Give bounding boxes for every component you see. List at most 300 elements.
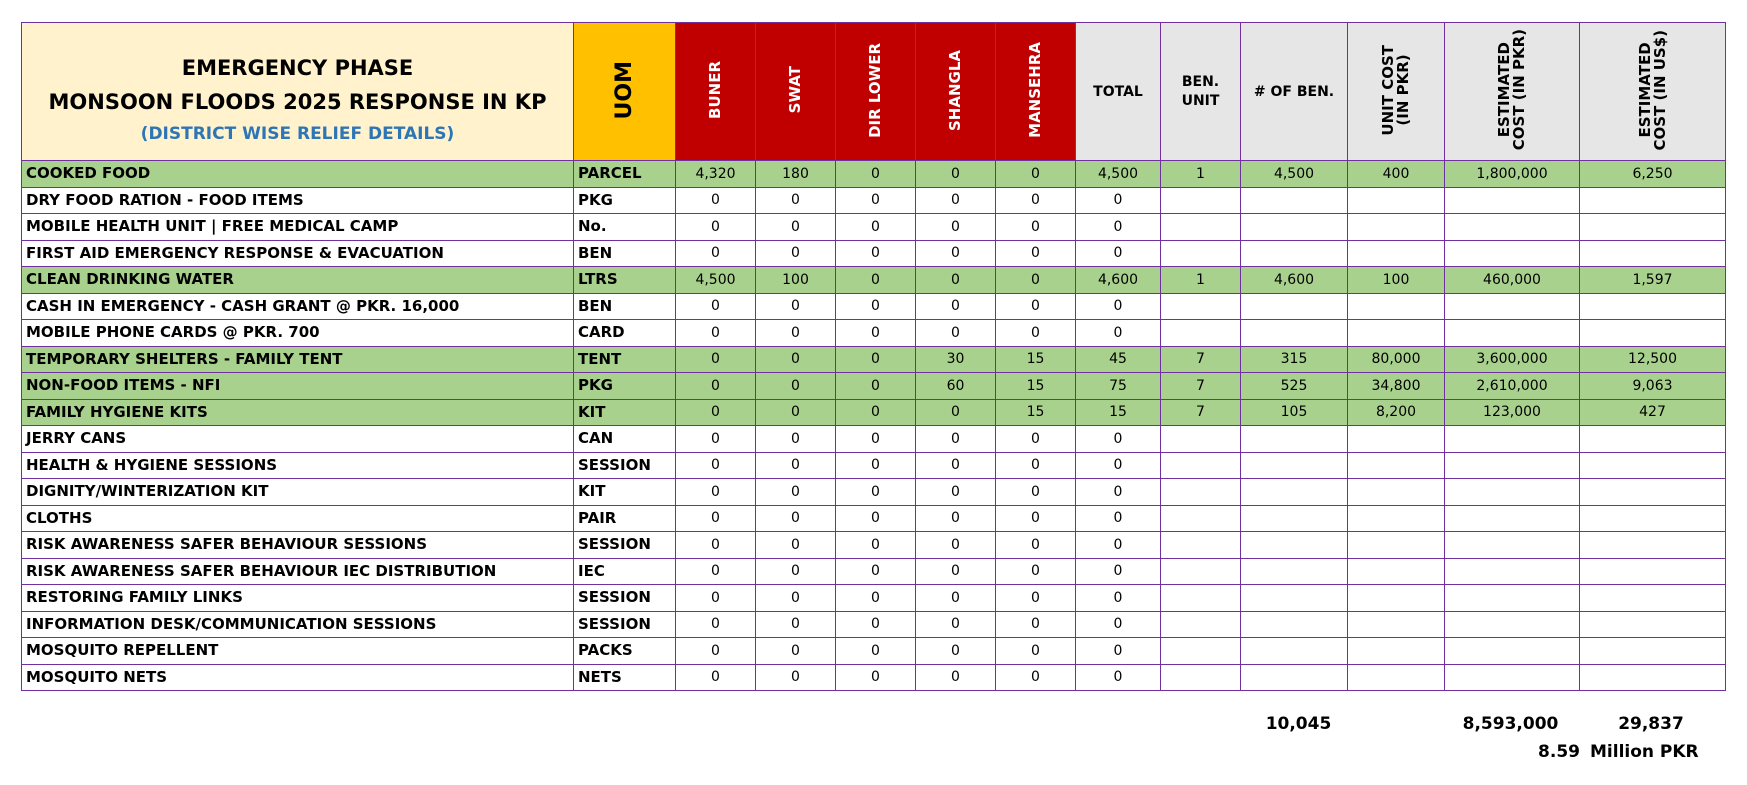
value-cell: 15: [1076, 399, 1161, 426]
item-name: FIRST AID EMERGENCY RESPONSE & EVACUATION: [22, 240, 574, 267]
item-name: CASH IN EMERGENCY - CASH GRANT @ PKR. 16,000: [22, 293, 574, 320]
value-cell: 4,600: [1076, 267, 1161, 294]
value-cell: 6,250: [1580, 161, 1726, 188]
value-cell: [1241, 611, 1348, 638]
item-name: NON-FOOD ITEMS - NFI: [22, 373, 574, 400]
value-cell: 0: [756, 293, 836, 320]
value-cell: 4,500: [1241, 161, 1348, 188]
est-pkr-header: [1445, 23, 1580, 161]
value-cell: 0: [916, 532, 996, 559]
value-cell: 0: [836, 187, 916, 214]
value-cell: [1161, 452, 1241, 479]
value-cell: 0: [836, 293, 916, 320]
value-cell: 0: [996, 532, 1076, 559]
value-cell: [1161, 585, 1241, 612]
value-cell: 4,500: [1076, 161, 1161, 188]
item-name: JERRY CANS: [22, 426, 574, 453]
est-usd-line-2: COST (IN US$): [1650, 29, 1669, 151]
value-cell: 0: [756, 532, 836, 559]
value-cell: 80,000: [1348, 346, 1445, 373]
value-cell: 0: [836, 320, 916, 347]
value-cell: [1348, 452, 1445, 479]
value-cell: 1,800,000: [1445, 161, 1580, 188]
value-cell: 0: [916, 558, 996, 585]
value-cell: 0: [996, 585, 1076, 612]
item-uom: No.: [574, 214, 676, 241]
value-cell: 0: [996, 558, 1076, 585]
value-cell: 0: [916, 505, 996, 532]
table-row: [22, 638, 1726, 665]
value-cell: 525: [1241, 373, 1348, 400]
value-cell: 0: [836, 346, 916, 373]
value-cell: [1348, 479, 1445, 506]
value-cell: [1348, 664, 1445, 691]
value-cell: 0: [836, 452, 916, 479]
value-cell: 0: [996, 505, 1076, 532]
value-cell: 0: [1076, 585, 1161, 612]
value-cell: 400: [1348, 161, 1445, 188]
value-cell: 0: [1076, 505, 1161, 532]
item-uom: SESSION: [574, 452, 676, 479]
table-row: [22, 267, 1726, 294]
district-header-shangla: [916, 23, 996, 161]
table-row: [22, 611, 1726, 638]
item-uom: PKG: [574, 373, 676, 400]
district-header-buner: [676, 23, 756, 161]
est-usd-label: [1635, 29, 1669, 151]
value-cell: 0: [676, 585, 756, 612]
value-cell: 0: [1076, 532, 1161, 559]
value-cell: 0: [836, 638, 916, 665]
value-cell: 0: [916, 426, 996, 453]
value-cell: [1161, 638, 1241, 665]
value-cell: 1,597: [1580, 267, 1726, 294]
value-cell: 3,600,000: [1445, 346, 1580, 373]
value-cell: 0: [1076, 452, 1161, 479]
value-cell: 4,600: [1241, 267, 1348, 294]
value-cell: [1241, 664, 1348, 691]
value-cell: 30: [916, 346, 996, 373]
value-cell: [1348, 611, 1445, 638]
value-cell: [1161, 479, 1241, 506]
unit-cost-header: [1348, 23, 1445, 161]
value-cell: 15: [996, 346, 1076, 373]
value-cell: 0: [676, 426, 756, 453]
table-row: [22, 320, 1726, 347]
value-cell: 0: [916, 187, 996, 214]
item-uom: PACKS: [574, 638, 676, 665]
value-cell: 0: [756, 320, 836, 347]
value-cell: 0: [676, 399, 756, 426]
table-row: [22, 373, 1726, 400]
value-cell: 0: [676, 558, 756, 585]
value-cell: 0: [756, 373, 836, 400]
value-cell: [1241, 638, 1348, 665]
value-cell: 0: [836, 267, 916, 294]
value-cell: [1580, 558, 1726, 585]
value-cell: 0: [996, 214, 1076, 241]
value-cell: [1161, 558, 1241, 585]
value-cell: [1580, 214, 1726, 241]
est-pkr-label: [1497, 29, 1527, 150]
value-cell: [1580, 320, 1726, 347]
value-cell: [1161, 214, 1241, 241]
value-cell: 0: [1076, 214, 1161, 241]
district-header-dir-lower: [836, 23, 916, 161]
value-cell: 0: [836, 585, 916, 612]
uom-header-label: UOM: [611, 60, 637, 120]
value-cell: [1161, 664, 1241, 691]
value-cell: 0: [916, 664, 996, 691]
value-cell: 0: [836, 558, 916, 585]
value-cell: [1241, 452, 1348, 479]
million-label: Million PKR: [1590, 742, 1699, 762]
value-cell: 0: [676, 187, 756, 214]
value-cell: [1580, 452, 1726, 479]
item-uom: BEN: [574, 293, 676, 320]
value-cell: 0: [836, 373, 916, 400]
value-cell: 0: [676, 638, 756, 665]
value-cell: 7: [1161, 373, 1241, 400]
value-cell: 0: [1076, 479, 1161, 506]
item-name: DRY FOOD RATION - FOOD ITEMS: [22, 187, 574, 214]
table-row: [22, 426, 1726, 453]
item-name: DIGNITY/WINTERIZATION KIT: [22, 479, 574, 506]
value-cell: [1348, 558, 1445, 585]
item-name: RESTORING FAMILY LINKS: [22, 585, 574, 612]
value-cell: [1348, 505, 1445, 532]
value-cell: [1445, 558, 1580, 585]
value-cell: 0: [916, 399, 996, 426]
value-cell: [1348, 585, 1445, 612]
value-cell: [1580, 293, 1726, 320]
value-cell: 0: [756, 664, 836, 691]
value-cell: [1445, 426, 1580, 453]
item-name: TEMPORARY SHELTERS - FAMILY TENT: [22, 346, 574, 373]
value-cell: 15: [996, 399, 1076, 426]
value-cell: [1445, 638, 1580, 665]
table-row: [22, 452, 1726, 479]
value-cell: 0: [1076, 664, 1161, 691]
total-header: TOTAL: [1076, 23, 1161, 161]
value-cell: [1445, 320, 1580, 347]
value-cell: 105: [1241, 399, 1348, 426]
value-cell: 460,000: [1445, 267, 1580, 294]
value-cell: 0: [836, 399, 916, 426]
value-cell: [1161, 505, 1241, 532]
value-cell: 0: [916, 214, 996, 241]
unit-cost-line-1: UNIT COST: [1379, 44, 1397, 136]
item-uom: BEN: [574, 240, 676, 267]
value-cell: 0: [756, 452, 836, 479]
value-cell: 0: [916, 585, 996, 612]
num-ben-header: # OF BEN.: [1241, 23, 1348, 161]
district-label: BUNER: [706, 61, 724, 119]
item-uom: SESSION: [574, 532, 676, 559]
item-uom: PARCEL: [574, 161, 676, 188]
value-cell: 0: [916, 611, 996, 638]
value-cell: 0: [996, 240, 1076, 267]
value-cell: 45: [1076, 346, 1161, 373]
ben-unit-line-2: UNIT: [1181, 93, 1220, 109]
pkr-total: 8,593,000: [1462, 714, 1559, 734]
unit-cost-line-2: (IN PKR): [1394, 54, 1412, 126]
value-cell: [1580, 479, 1726, 506]
value-cell: 0: [916, 638, 996, 665]
value-cell: 0: [996, 293, 1076, 320]
item-uom: TENT: [574, 346, 676, 373]
table-row: [22, 161, 1726, 188]
value-cell: 0: [676, 214, 756, 241]
value-cell: 0: [836, 161, 916, 188]
value-cell: 0: [836, 611, 916, 638]
value-cell: 0: [1076, 240, 1161, 267]
value-cell: [1348, 214, 1445, 241]
value-cell: [1241, 426, 1348, 453]
title-line-3: (DISTRICT WISE RELIEF DETAILS): [140, 124, 455, 144]
item-name: MOBILE HEALTH UNIT | FREE MEDICAL CAMP: [22, 214, 574, 241]
value-cell: 4,320: [676, 161, 756, 188]
value-cell: [1445, 452, 1580, 479]
value-cell: 0: [836, 664, 916, 691]
title-line-1: EMERGENCY PHASE: [181, 56, 414, 80]
table-row: [22, 346, 1726, 373]
relief-table: [21, 22, 1726, 691]
table-row: [22, 585, 1726, 612]
value-cell: 0: [916, 293, 996, 320]
value-cell: 0: [916, 452, 996, 479]
value-cell: [1580, 532, 1726, 559]
value-cell: [1161, 532, 1241, 559]
table-row: [22, 505, 1726, 532]
value-cell: [1580, 664, 1726, 691]
district-header-mansehra: [996, 23, 1076, 161]
value-cell: 7: [1161, 346, 1241, 373]
value-cell: 0: [756, 399, 836, 426]
value-cell: 0: [676, 320, 756, 347]
item-uom: CARD: [574, 320, 676, 347]
value-cell: 0: [996, 611, 1076, 638]
est-pkr-line-1: ESTIMATED: [1495, 42, 1513, 138]
value-cell: 0: [916, 161, 996, 188]
value-cell: 2,610,000: [1445, 373, 1580, 400]
value-cell: 1: [1161, 161, 1241, 188]
table-row: [22, 214, 1726, 241]
value-cell: 0: [756, 505, 836, 532]
value-cell: 0: [916, 267, 996, 294]
value-cell: [1348, 187, 1445, 214]
item-name: RISK AWARENESS SAFER BEHAVIOUR SESSIONS: [22, 532, 574, 559]
value-cell: 0: [1076, 293, 1161, 320]
value-cell: 0: [1076, 611, 1161, 638]
value-cell: [1161, 426, 1241, 453]
value-cell: 0: [996, 664, 1076, 691]
value-cell: 123,000: [1445, 399, 1580, 426]
item-name: FAMILY HYGIENE KITS: [22, 399, 574, 426]
value-cell: 0: [996, 320, 1076, 347]
value-cell: [1241, 187, 1348, 214]
value-cell: 0: [1076, 558, 1161, 585]
value-cell: 0: [756, 611, 836, 638]
value-cell: 0: [996, 426, 1076, 453]
table-body: [22, 161, 1726, 691]
unit-cost-label: [1381, 45, 1411, 136]
item-uom: PKG: [574, 187, 676, 214]
value-cell: [1445, 214, 1580, 241]
table-row: [22, 558, 1726, 585]
table-row: [22, 293, 1726, 320]
value-cell: 0: [676, 452, 756, 479]
table-row: [22, 187, 1726, 214]
item-name: HEALTH & HYGIENE SESSIONS: [22, 452, 574, 479]
value-cell: 0: [756, 346, 836, 373]
value-cell: 0: [756, 214, 836, 241]
title-cell: [22, 23, 574, 161]
est-usd-line-1: ESTIMATED: [1635, 42, 1654, 138]
value-cell: [1241, 479, 1348, 506]
value-cell: 0: [676, 664, 756, 691]
item-name: RISK AWARENESS SAFER BEHAVIOUR IEC DISTRIBUTION: [22, 558, 574, 585]
value-cell: 0: [676, 293, 756, 320]
item-uom: KIT: [574, 399, 676, 426]
ben-total: 10,045: [1265, 714, 1332, 734]
value-cell: [1348, 293, 1445, 320]
value-cell: [1161, 293, 1241, 320]
million-value: 8.59: [1538, 742, 1580, 762]
value-cell: [1445, 505, 1580, 532]
value-cell: [1445, 664, 1580, 691]
usd-total: 29,837: [1618, 714, 1684, 734]
value-cell: [1348, 638, 1445, 665]
value-cell: 7: [1161, 399, 1241, 426]
district-label: DIR LOWER: [866, 42, 884, 138]
value-cell: 0: [916, 240, 996, 267]
value-cell: 0: [836, 426, 916, 453]
value-cell: 0: [996, 452, 1076, 479]
table-row: [22, 399, 1726, 426]
value-cell: 0: [756, 479, 836, 506]
ben-unit-line-1: BEN.: [1181, 74, 1220, 90]
value-cell: [1241, 558, 1348, 585]
ben-unit-header: [1161, 23, 1241, 161]
value-cell: [1580, 505, 1726, 532]
value-cell: [1161, 240, 1241, 267]
value-cell: 34,800: [1348, 373, 1445, 400]
value-cell: 15: [996, 373, 1076, 400]
value-cell: [1348, 240, 1445, 267]
item-name: CLEAN DRINKING WATER: [22, 267, 574, 294]
value-cell: [1241, 532, 1348, 559]
title-line-2: MONSOON FLOODS 2025 RESPONSE IN KP: [48, 90, 547, 114]
item-uom: SESSION: [574, 611, 676, 638]
value-cell: 9,063: [1580, 373, 1726, 400]
value-cell: [1241, 585, 1348, 612]
value-cell: [1348, 320, 1445, 347]
value-cell: [1580, 585, 1726, 612]
value-cell: 0: [916, 479, 996, 506]
value-cell: 0: [996, 267, 1076, 294]
value-cell: 0: [836, 532, 916, 559]
item-name: CLOTHS: [22, 505, 574, 532]
value-cell: 0: [756, 558, 836, 585]
value-cell: [1445, 532, 1580, 559]
value-cell: 0: [1076, 638, 1161, 665]
value-cell: 0: [996, 479, 1076, 506]
district-label: MANSEHRA: [1026, 42, 1044, 138]
value-cell: 427: [1580, 399, 1726, 426]
value-cell: 180: [756, 161, 836, 188]
item-name: COOKED FOOD: [22, 161, 574, 188]
table-row: [22, 664, 1726, 691]
value-cell: [1580, 638, 1726, 665]
value-cell: 0: [836, 479, 916, 506]
value-cell: 0: [756, 426, 836, 453]
value-cell: [1445, 240, 1580, 267]
value-cell: 1: [1161, 267, 1241, 294]
value-cell: 0: [756, 187, 836, 214]
value-cell: 0: [836, 505, 916, 532]
value-cell: 8,200: [1348, 399, 1445, 426]
value-cell: [1580, 426, 1726, 453]
value-cell: [1580, 611, 1726, 638]
value-cell: 0: [756, 585, 836, 612]
item-uom: IEC: [574, 558, 676, 585]
district-label: SWAT: [786, 66, 804, 114]
value-cell: 0: [1076, 187, 1161, 214]
value-cell: [1241, 214, 1348, 241]
item-uom: CAN: [574, 426, 676, 453]
value-cell: 0: [676, 346, 756, 373]
value-cell: [1161, 187, 1241, 214]
value-cell: 0: [756, 638, 836, 665]
item-uom: SESSION: [574, 585, 676, 612]
value-cell: 0: [996, 187, 1076, 214]
district-label: SHANGLA: [946, 49, 964, 131]
value-cell: [1241, 505, 1348, 532]
item-uom: LTRS: [574, 267, 676, 294]
table-row: [22, 532, 1726, 559]
value-cell: [1241, 240, 1348, 267]
header-row: [22, 23, 1726, 161]
value-cell: [1445, 479, 1580, 506]
value-cell: 100: [756, 267, 836, 294]
value-cell: 75: [1076, 373, 1161, 400]
value-cell: 0: [916, 320, 996, 347]
item-uom: PAIR: [574, 505, 676, 532]
value-cell: 0: [676, 479, 756, 506]
value-cell: [1241, 293, 1348, 320]
value-cell: 100: [1348, 267, 1445, 294]
item-name: MOSQUITO REPELLENT: [22, 638, 574, 665]
est-pkr-line-2: COST (IN PKR): [1510, 29, 1528, 151]
value-cell: [1445, 293, 1580, 320]
value-cell: [1348, 426, 1445, 453]
value-cell: 0: [836, 214, 916, 241]
value-cell: 4,500: [676, 267, 756, 294]
value-cell: 0: [1076, 426, 1161, 453]
uom-header: [574, 23, 676, 161]
value-cell: [1580, 240, 1726, 267]
item-name: MOSQUITO NETS: [22, 664, 574, 691]
value-cell: 0: [676, 532, 756, 559]
value-cell: [1580, 187, 1726, 214]
value-cell: 60: [916, 373, 996, 400]
value-cell: 315: [1241, 346, 1348, 373]
item-uom: NETS: [574, 664, 676, 691]
value-cell: 0: [676, 373, 756, 400]
value-cell: 0: [996, 638, 1076, 665]
value-cell: 0: [676, 611, 756, 638]
